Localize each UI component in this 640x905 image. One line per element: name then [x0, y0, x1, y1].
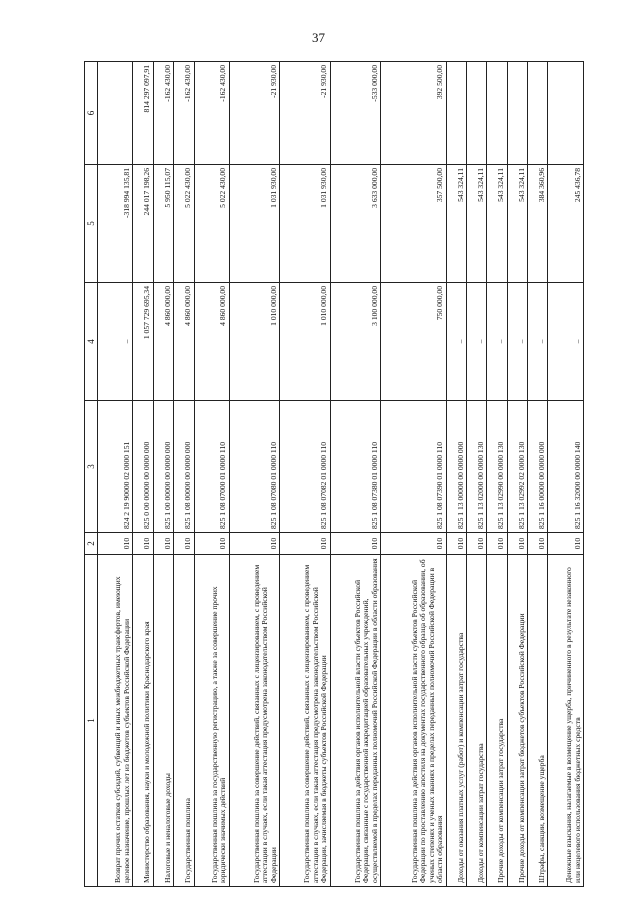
- row-code-b: 825 1 08 07380 01 0000 110: [330, 401, 380, 533]
- page-number: 37: [312, 30, 325, 45]
- row-value-4: 1 057 729 695,34: [133, 283, 153, 401]
- row-value-6: 814 297 097,91: [133, 62, 153, 165]
- table-row: [174, 62, 194, 887]
- row-value-6: [507, 62, 527, 165]
- column-header-2: 2: [85, 533, 98, 555]
- row-value-4: 1 010 000,00: [280, 283, 330, 401]
- row-code-a: 010: [174, 533, 194, 555]
- row-value-5: 5 950 115,07: [153, 165, 173, 283]
- row-value-5: 384 360,96: [528, 165, 548, 283]
- row-description: Доходы от компенсации затрат государства: [467, 555, 487, 887]
- row-value-5: 543 324,11: [446, 165, 466, 283]
- row-value-4: 3 100 000,00: [330, 283, 380, 401]
- row-value-4: –: [446, 283, 466, 401]
- column-header-6: 6: [85, 62, 98, 165]
- row-value-5: 543 324,11: [507, 165, 527, 283]
- row-value-6: [548, 62, 584, 165]
- row-code-a: 010: [153, 533, 173, 555]
- row-value-5: 5 022 430,00: [194, 165, 229, 283]
- table-row: [528, 62, 548, 887]
- row-value-5: 1 031 930,00: [280, 165, 330, 283]
- row-value-4: 750 000,00: [381, 283, 446, 401]
- row-value-4: 4 860 000,00: [194, 283, 229, 401]
- column-header-5: 5: [85, 165, 98, 283]
- row-description: Прочие доходы от компенсации затрат бюджетов субъектов Российской Федерации: [507, 555, 527, 887]
- table-row: [446, 62, 466, 887]
- row-code-b: 825 1 08 07080 01 0000 110: [229, 401, 279, 533]
- row-code-a: 010: [487, 533, 507, 555]
- row-value-6: [467, 62, 487, 165]
- rotated-table-container: [84, 62, 584, 887]
- row-code-a: 010: [528, 533, 548, 555]
- row-code-a: 010: [330, 533, 380, 555]
- row-value-4: –: [528, 283, 548, 401]
- row-value-4: –: [487, 283, 507, 401]
- row-code-a: 010: [446, 533, 466, 555]
- row-code-b: 825 1 13 00000 00 0000 000: [446, 401, 466, 533]
- table-row: [381, 62, 446, 887]
- revenue-table: [84, 61, 584, 887]
- row-value-6: [98, 62, 133, 165]
- table-row: [467, 62, 487, 887]
- row-code-b: 825 1 08 00000 00 0000 000: [174, 401, 194, 533]
- row-value-6: -162 430,00: [153, 62, 173, 165]
- row-description: Государственная пошлина за совершение действий, связанных с лицензированием, с проведением аттестации в случаях, если такая аттестация предусмотрена законодательством Российской Федерации, зачисляемая в бюджеты субъектов Российской Федерации: [280, 555, 330, 887]
- row-code-a: 010: [194, 533, 229, 555]
- row-value-6: -21 930,00: [280, 62, 330, 165]
- row-value-6: -162 430,00: [174, 62, 194, 165]
- row-value-4: 4 860 000,00: [174, 283, 194, 401]
- row-code-b: 825 0 00 00000 00 0000 000: [133, 401, 153, 533]
- row-value-4: 4 860 000,00: [153, 283, 173, 401]
- row-value-5: 3 633 000,00: [330, 165, 380, 283]
- row-value-4: –: [467, 283, 487, 401]
- row-code-b: 825 1 16 00000 00 0000 000: [528, 401, 548, 533]
- row-value-6: -533 000,00: [330, 62, 380, 165]
- row-value-5: 5 022 430,00: [174, 165, 194, 283]
- row-value-6: [528, 62, 548, 165]
- row-code-b: 825 1 13 02000 00 0000 130: [467, 401, 487, 533]
- row-code-b: 825 1 08 07000 01 0000 110: [194, 401, 229, 533]
- row-value-6: -21 930,00: [229, 62, 279, 165]
- table-row: [194, 62, 229, 887]
- row-value-6: [446, 62, 466, 165]
- row-code-b: 824 2 19 90000 02 0000 151: [98, 401, 133, 533]
- row-code-b: 825 1 00 00000 00 0000 000: [153, 401, 173, 533]
- row-value-4: –: [548, 283, 584, 401]
- table-row: [330, 62, 380, 887]
- row-code-b: 825 1 08 07390 01 0000 110: [381, 401, 446, 533]
- row-description: Денежные взыскания, налагаемые в возмещение ущерба, причиненного в результате незаконного или нецелевого использования бюджетных средств: [548, 555, 584, 887]
- row-value-6: -162 430,00: [194, 62, 229, 165]
- column-header-1: 1: [85, 555, 98, 887]
- row-code-a: 010: [467, 533, 487, 555]
- row-description: Прочие доходы от компенсации затрат государства: [487, 555, 507, 887]
- row-description: Министерство образования, науки и молодежной политики Краснодарского края: [133, 555, 153, 887]
- column-header-4: 4: [85, 283, 98, 401]
- row-description: Государственная пошлина: [174, 555, 194, 887]
- row-code-a: 010: [133, 533, 153, 555]
- row-description: Штрафы, санкции, возмещение ущерба: [528, 555, 548, 887]
- row-description: Возврат прочих остатков субсидий, субвенций и иных межбюджетных трансфертов, имеющих целевое назначение, прошлых лет из бюджетов субъектов Российской Федерации: [98, 555, 133, 887]
- row-value-6: 392 500,00: [381, 62, 446, 165]
- row-code-b: 825 1 13 02992 02 0000 130: [507, 401, 527, 533]
- row-description: Налоговые и неналоговые доходы: [153, 555, 173, 887]
- table-row: [98, 62, 133, 887]
- row-value-6: [487, 62, 507, 165]
- table-row: [280, 62, 330, 887]
- row-value-4: –: [98, 283, 133, 401]
- row-value-5: 357 500,00: [381, 165, 446, 283]
- row-value-5: 543 324,11: [487, 165, 507, 283]
- row-description: Доходы от оказания платных услуг (работ) и компенсации затрат государства: [446, 555, 466, 887]
- table-row: [153, 62, 173, 887]
- row-code-a: 010: [98, 533, 133, 555]
- row-value-5: 543 324,11: [467, 165, 487, 283]
- column-header-3: 3: [85, 401, 98, 533]
- row-code-b: 825 1 08 07082 01 0000 110: [280, 401, 330, 533]
- row-code-a: 010: [381, 533, 446, 555]
- row-code-a: 010: [280, 533, 330, 555]
- table-row: [548, 62, 584, 887]
- table-row: [133, 62, 153, 887]
- row-description: Государственная пошлина за действия органов исполнительной власти субъектов Российской Федерации по проставлению апостиля на документах государственного образца об образовании, об ученых степенях и ученых званиях в пределах переданных полномочий Российской Федерации в области образования: [381, 555, 446, 887]
- table-row: [487, 62, 507, 887]
- row-code-a: 010: [229, 533, 279, 555]
- row-code-a: 010: [507, 533, 527, 555]
- row-code-b: 825 1 16 32000 00 0000 140: [548, 401, 584, 533]
- row-value-5: 1 031 930,00: [229, 165, 279, 283]
- row-description: Государственная пошлина за государственную регистрацию, а также за совершение прочих юридически значимых действий: [194, 555, 229, 887]
- row-value-5: -318 994 135,81: [98, 165, 133, 283]
- row-description: Государственная пошлина за совершение действий, связанных с лицензированием, с проведением аттестации в случаях, если такая аттестация предусмотрена законодательством Российской Федерации: [229, 555, 279, 887]
- table-row: [229, 62, 279, 887]
- row-value-5: 244 017 198,26: [133, 165, 153, 283]
- table-header-row: [85, 62, 98, 887]
- row-code-b: 825 1 13 02990 00 0000 130: [487, 401, 507, 533]
- row-code-a: 010: [548, 533, 584, 555]
- table-row: [507, 62, 527, 887]
- row-value-4: –: [507, 283, 527, 401]
- row-description: Государственная пошлина за действия органов исполнительной власти субъектов Российской Федерации, связанные с государственной аккредитацией образовательных учреждений, осуществляемой в пределах переданных полномочий Российской Федерации в области образования: [330, 555, 380, 887]
- row-value-4: 1 010 000,00: [229, 283, 279, 401]
- row-value-5: 245 436,78: [548, 165, 584, 283]
